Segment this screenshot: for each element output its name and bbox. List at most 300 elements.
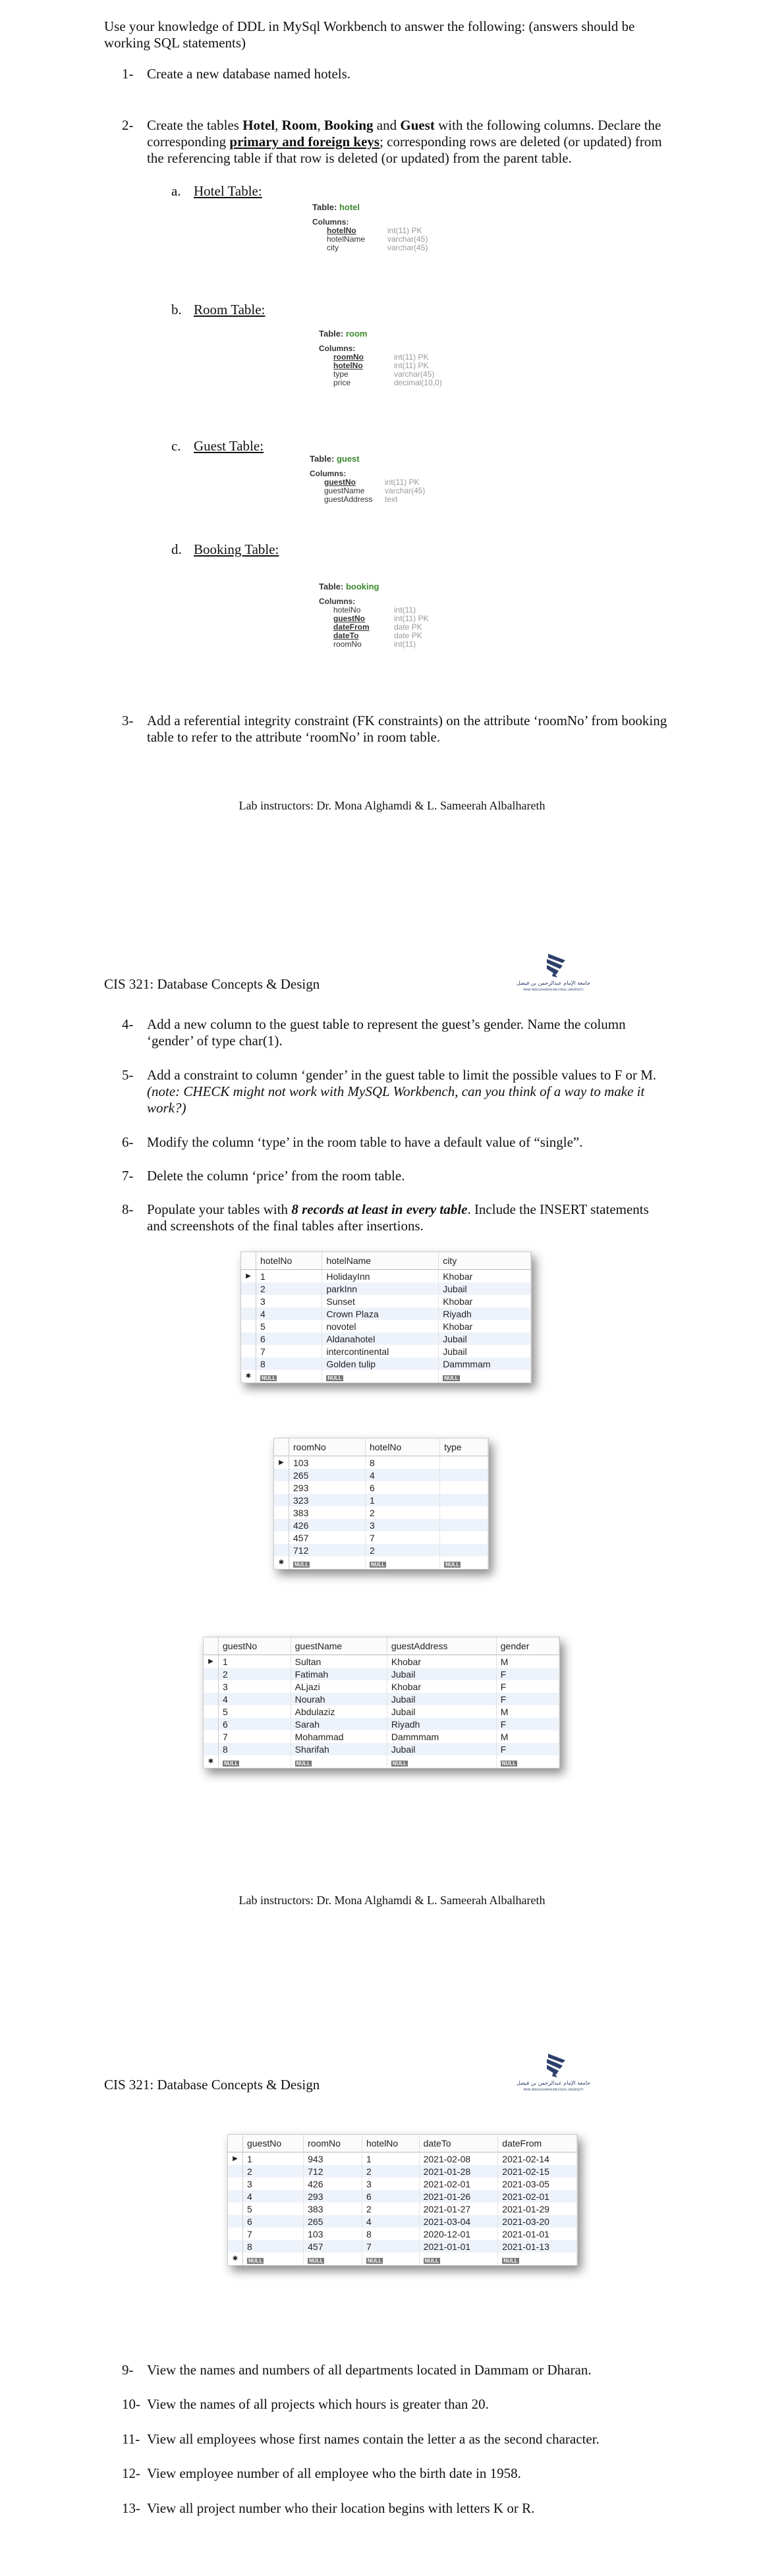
table-cell[interactable] <box>440 1494 488 1506</box>
table-cell[interactable]: 383 <box>289 1506 366 1519</box>
question-text: Add a constraint to column ‘gender’ in the guest table to limit the possible values to F or M. (note: CHECK might not work with MySQL Workbench, can you think of a way to make it work?) <box>147 1067 657 1116</box>
table-row[interactable] <box>241 1357 531 1370</box>
question-number: 1- <box>122 66 134 82</box>
table-cell[interactable]: F <box>496 1743 559 1755</box>
table-cell[interactable]: Khobar <box>439 1320 531 1332</box>
table-cell[interactable]: 103 <box>304 2228 362 2240</box>
table-cell[interactable]: 2 <box>365 1544 439 1556</box>
table-cell[interactable]: Khobar <box>387 1680 496 1693</box>
table-cell[interactable]: F <box>496 1680 559 1693</box>
schema-booking: Table: booking Columns: hotelNo int(11) guestNo int(11) PK dateFrom date PK dateTo date PK roomNo int(11) <box>319 582 429 649</box>
question-text: Add a new column to the guest table to represent the guest’s gender. Name the column ‘gender’ of type char(1). <box>147 1016 626 1049</box>
table-cell[interactable]: 3 <box>362 2178 419 2190</box>
question-5 <box>122 1067 669 1116</box>
footer-instructors: Lab instructors: Dr. Mona Alghamdi & L. Sameerah Albalhareth <box>238 799 546 812</box>
question-13 <box>122 2500 669 2517</box>
logo-text: جامعة الإمام عبدالرحمن بن فيصل <box>516 980 591 986</box>
current-row-arrow-icon: ▶ <box>204 1655 219 1668</box>
table-cell[interactable]: 712 <box>289 1544 366 1556</box>
row-marker <box>274 1544 289 1556</box>
column-header[interactable]: hotelNo <box>362 2135 419 2152</box>
row-marker <box>241 1357 256 1370</box>
null-badge: NULL <box>392 1760 407 1767</box>
grid-header-row <box>241 1252 531 1270</box>
table-row[interactable] <box>228 2203 577 2215</box>
table-cell[interactable]: F <box>496 1718 559 1730</box>
question-number: 3- <box>122 713 134 728</box>
new-row[interactable] <box>228 2253 577 2265</box>
question-number: 10- <box>122 2396 140 2412</box>
question-number: 12- <box>122 2465 140 2481</box>
table-row[interactable] <box>274 1544 488 1556</box>
table-cell[interactable] <box>440 1531 488 1544</box>
null-cell[interactable] <box>419 2253 498 2265</box>
table-cell[interactable] <box>440 1519 488 1531</box>
null-cell[interactable] <box>498 2253 577 2265</box>
table-cell[interactable]: F <box>496 1693 559 1705</box>
table-cell[interactable]: 2020-12-01 <box>419 2228 498 2240</box>
table-cell[interactable]: parkInn <box>322 1282 439 1295</box>
null-badge: NULL <box>262 1375 276 1381</box>
table-cell[interactable]: 2021-01-01 <box>419 2240 498 2253</box>
row-marker <box>274 1469 289 1481</box>
new-row[interactable] <box>274 1556 488 1569</box>
table-cell[interactable]: 6 <box>362 2190 419 2203</box>
table-cell[interactable]: 7 <box>256 1345 322 1357</box>
table-cell[interactable]: 7 <box>219 1730 291 1743</box>
current-row-arrow-icon: ▶ <box>228 2152 243 2166</box>
table-cell[interactable]: Mohammad <box>291 1730 387 1743</box>
new-row-star-icon: ✱ <box>228 2253 243 2265</box>
column-header[interactable]: gender <box>496 1637 559 1655</box>
question-4 <box>122 1016 669 1049</box>
question-number: 6- <box>122 1134 134 1150</box>
row-marker <box>204 1718 219 1730</box>
table-cell[interactable]: 7 <box>362 2240 419 2253</box>
table-cell[interactable]: Crown Plaza <box>322 1307 439 1320</box>
current-row-arrow-icon: ▶ <box>241 1270 256 1283</box>
row-marker <box>204 1693 219 1705</box>
null-cell[interactable] <box>362 2253 419 2265</box>
table-cell[interactable]: 103 <box>289 1456 366 1469</box>
null-badge: NULL <box>501 1760 517 1767</box>
table-row[interactable] <box>241 1320 531 1332</box>
column-header[interactable]: hotelNo <box>365 1439 439 1456</box>
table-cell[interactable]: Jubail <box>387 1668 496 1680</box>
table-cell[interactable]: 1 <box>362 2152 419 2166</box>
question-text: View all employees whose first names contain the letter a as the second character. <box>147 2431 600 2447</box>
table-cell[interactable]: Sharifah <box>291 1743 387 1755</box>
table-cell[interactable]: 6 <box>243 2215 304 2228</box>
row-marker <box>241 1320 256 1332</box>
table-cell[interactable]: 323 <box>289 1494 366 1506</box>
table-cell[interactable]: Abdulaziz <box>291 1705 387 1718</box>
table-cell[interactable]: novotel <box>322 1320 439 1332</box>
table-cell[interactable]: 4 <box>219 1693 291 1705</box>
table-row[interactable] <box>274 1456 488 1469</box>
sub-item-room: b. Room Table: <box>171 302 266 317</box>
row-marker <box>228 2215 243 2228</box>
table-row[interactable] <box>241 1345 531 1357</box>
question-number: 11- <box>122 2431 140 2447</box>
table-cell[interactable]: 712 <box>304 2165 362 2178</box>
column-header[interactable]: dateFrom <box>498 2135 577 2152</box>
table-row[interactable] <box>204 1705 559 1718</box>
table-cell[interactable]: 3 <box>243 2178 304 2190</box>
grid-header-row <box>228 2135 577 2152</box>
null-cell[interactable] <box>365 1556 439 1569</box>
row-marker <box>228 2190 243 2203</box>
table-cell[interactable]: 1 <box>243 2152 304 2166</box>
table-cell[interactable]: 2021-02-08 <box>419 2152 498 2166</box>
table-cell[interactable]: M <box>496 1705 559 1718</box>
table-cell[interactable]: 1 <box>256 1270 322 1283</box>
question-9 <box>122 2362 669 2378</box>
table-cell[interactable]: 2021-03-04 <box>419 2215 498 2228</box>
table-row[interactable] <box>274 1481 488 1494</box>
row-marker <box>274 1481 289 1494</box>
question-12 <box>122 2465 669 2482</box>
question-text: View all project number who their location begins with letters K or R. <box>147 2500 535 2516</box>
logo-text: جامعة الإمام عبدالرحمن بن فيصل <box>516 2080 591 2086</box>
table-cell[interactable]: Aldanahotel <box>322 1332 439 1345</box>
table-row[interactable] <box>228 2178 577 2190</box>
table-cell[interactable]: 8 <box>256 1357 322 1370</box>
null-badge: NULL <box>367 2257 382 2264</box>
column-header[interactable]: type <box>440 1439 488 1456</box>
table-cell[interactable] <box>440 1469 488 1481</box>
row-marker <box>241 1282 256 1295</box>
table-cell[interactable]: 2021-03-20 <box>498 2215 577 2228</box>
question-11 <box>122 2431 669 2448</box>
null-badge: NULL <box>296 1760 310 1767</box>
null-cell[interactable] <box>322 1370 439 1383</box>
table-cell[interactable]: 3 <box>365 1519 439 1531</box>
table-cell[interactable]: 293 <box>304 2190 362 2203</box>
row-marker <box>204 1705 219 1718</box>
university-logo <box>514 2048 593 2095</box>
question-number: 5- <box>122 1067 134 1083</box>
table-row[interactable] <box>204 1743 559 1755</box>
table-cell[interactable]: 6 <box>256 1332 322 1345</box>
table-cell[interactable]: 7 <box>243 2228 304 2240</box>
table-cell[interactable]: 2021-03-05 <box>498 2178 577 2190</box>
row-marker <box>241 1345 256 1357</box>
schema-guest: Table: guest Columns: guestNo int(11) PK guestName varchar(45) guestAddress text <box>310 454 426 504</box>
table-cell[interactable]: Sunset <box>322 1295 439 1307</box>
row-marker <box>274 1506 289 1519</box>
row-marker <box>228 2240 243 2253</box>
table-row[interactable] <box>204 1730 559 1743</box>
question-text: Delete the column ‘price’ from the room table. <box>147 1168 405 1184</box>
table-cell[interactable]: Khobar <box>387 1655 496 1668</box>
table-cell[interactable]: Dammmam <box>387 1730 496 1743</box>
table-cell[interactable]: 2 <box>362 2165 419 2178</box>
question-number: 4- <box>122 1016 134 1032</box>
null-badge: NULL <box>327 1375 342 1381</box>
question-8 <box>122 1201 669 1234</box>
question-6 <box>122 1134 669 1151</box>
table-cell[interactable]: 426 <box>304 2178 362 2190</box>
null-badge: NULL <box>224 1760 238 1767</box>
table-cell[interactable]: 457 <box>289 1531 366 1544</box>
row-marker <box>241 1295 256 1307</box>
table-cell[interactable]: Dammmam <box>439 1357 531 1370</box>
table-cell[interactable]: Golden tulip <box>322 1357 439 1370</box>
column-header[interactable]: hotelName <box>322 1252 439 1270</box>
table-cell[interactable]: 8 <box>243 2240 304 2253</box>
table-cell[interactable]: 5 <box>243 2203 304 2215</box>
table-cell[interactable]: 8 <box>362 2228 419 2240</box>
column-header[interactable]: guestAddress <box>387 1637 496 1655</box>
table-row[interactable] <box>228 2215 577 2228</box>
footer-instructors: Lab instructors: Dr. Mona Alghamdi & L. Sameerah Albalhareth <box>238 1894 546 1907</box>
null-badge: NULL <box>424 2257 439 2264</box>
table-row[interactable] <box>204 1655 559 1668</box>
table-cell[interactable] <box>440 1544 488 1556</box>
table-row[interactable] <box>274 1506 488 1519</box>
table-row[interactable] <box>228 2228 577 2240</box>
grid-header-row <box>204 1637 559 1655</box>
table-cell[interactable]: Jubail <box>439 1332 531 1345</box>
new-row-star-icon: ✱ <box>241 1370 256 1383</box>
table-cell[interactable]: 3 <box>219 1680 291 1693</box>
question-text: View employee number of all employee who the birth date in 1958. <box>147 2465 521 2481</box>
sub-item-booking: d. Booking Table: <box>171 541 279 557</box>
question-text: View the names and numbers of all departments located in Dammam or Dharan. <box>147 2362 592 2378</box>
row-marker <box>228 2228 243 2240</box>
table-cell[interactable]: 2 <box>243 2165 304 2178</box>
table-cell[interactable]: 457 <box>304 2240 362 2253</box>
table-cell[interactable] <box>440 1506 488 1519</box>
schema-hotel: Table: hotel Columns: hotelNo int(11) PK hotelName varchar(45) city varchar(45) <box>312 202 428 252</box>
table-cell[interactable]: HolidayInn <box>322 1270 439 1283</box>
table-row[interactable] <box>241 1282 531 1295</box>
null-cell[interactable] <box>496 1755 559 1768</box>
table-cell[interactable] <box>440 1481 488 1494</box>
table-cell[interactable]: 5 <box>256 1320 322 1332</box>
table-row[interactable] <box>204 1718 559 1730</box>
question-number: 2- <box>122 117 134 133</box>
table-row[interactable] <box>274 1494 488 1506</box>
row-marker <box>228 2165 243 2178</box>
table-cell[interactable]: Sarah <box>291 1718 387 1730</box>
table-row[interactable] <box>274 1531 488 1544</box>
question-text: Populate your tables with 8 records at least in every table. Include the INSERT statements and screenshots of the final tables after insertions. <box>147 1201 649 1234</box>
question-10 <box>122 2396 669 2413</box>
table-cell[interactable]: 7 <box>365 1531 439 1544</box>
table-cell[interactable]: Jubail <box>387 1743 496 1755</box>
table-cell[interactable]: 2021-02-14 <box>498 2152 577 2166</box>
new-row[interactable] <box>204 1755 559 1768</box>
table-cell[interactable]: Sultan <box>291 1655 387 1668</box>
null-cell[interactable] <box>289 1556 366 1569</box>
guest-result-grid <box>203 1637 560 1768</box>
table-row[interactable] <box>274 1519 488 1531</box>
null-cell[interactable] <box>439 1370 531 1383</box>
intro-text: Use your knowledge of DDL in MySql Workbench to answer the following: (answers should be working SQL statements) <box>104 18 635 51</box>
table-cell[interactable]: Jubail <box>387 1705 496 1718</box>
table-cell[interactable]: F <box>496 1668 559 1680</box>
null-badge: NULL <box>248 2257 263 2264</box>
question-text: Modify the column ‘type’ in the room table to have a default value of “single”. <box>147 1134 583 1150</box>
table-cell[interactable]: 2021-02-15 <box>498 2165 577 2178</box>
table-cell[interactable]: 1 <box>365 1494 439 1506</box>
row-marker <box>274 1531 289 1544</box>
row-marker <box>228 2178 243 2190</box>
new-row-star-icon: ✱ <box>274 1556 289 1569</box>
column-header[interactable]: hotelNo <box>256 1252 322 1270</box>
column-header[interactable]: roomNo <box>289 1439 366 1456</box>
row-marker <box>204 1730 219 1743</box>
table-cell[interactable]: 293 <box>289 1481 366 1494</box>
table-cell[interactable]: Riyadh <box>439 1307 531 1320</box>
question-2 <box>122 117 669 167</box>
logo-subtext: IMAM ABDULRAHMAN BIN FAISAL UNIVERSITY <box>523 988 584 991</box>
table-cell[interactable]: 265 <box>289 1469 366 1481</box>
hotel-result-grid <box>240 1251 532 1383</box>
question-number: 8- <box>122 1201 134 1217</box>
course-title: CIS 321: Database Concepts & Design <box>104 2077 320 2093</box>
table-cell[interactable]: 2021-02-01 <box>498 2190 577 2203</box>
table-cell[interactable]: 8 <box>365 1456 439 1469</box>
question-number: 13- <box>122 2500 140 2516</box>
row-marker <box>204 1680 219 1693</box>
column-header[interactable]: city <box>439 1252 531 1270</box>
null-badge: NULL <box>294 1561 309 1568</box>
table-row[interactable] <box>274 1469 488 1481</box>
new-row[interactable] <box>241 1370 531 1383</box>
null-cell[interactable] <box>219 1755 291 1768</box>
table-cell[interactable]: Jubail <box>387 1693 496 1705</box>
logo-subtext: IMAM ABDULRAHMAN BIN FAISAL UNIVERSITY <box>523 2088 584 2091</box>
row-marker <box>274 1494 289 1506</box>
table-row[interactable] <box>228 2165 577 2178</box>
row-marker <box>204 1668 219 1680</box>
current-row-arrow-icon: ▶ <box>274 1456 289 1469</box>
null-cell[interactable] <box>304 2253 362 2265</box>
table-cell[interactable]: Jubail <box>439 1282 531 1295</box>
column-header[interactable]: guestNo <box>219 1637 291 1655</box>
university-logo <box>514 948 593 995</box>
column-header[interactable]: dateTo <box>419 2135 498 2152</box>
table-row[interactable] <box>228 2152 577 2166</box>
table-cell[interactable]: 2021-01-29 <box>498 2203 577 2215</box>
table-cell[interactable]: 6 <box>365 1481 439 1494</box>
question-text: Create a new database named hotels. <box>147 66 351 82</box>
table-cell[interactable]: 383 <box>304 2203 362 2215</box>
null-badge: NULL <box>309 2257 323 2264</box>
question-text: Add a referential integrity constraint (FK constraints) on the attribute ‘roomNo’ from booking table to refer to the attribute ‘roomNo’ in room table. <box>147 713 667 745</box>
table-cell[interactable]: 2021-01-28 <box>419 2165 498 2178</box>
row-marker <box>241 1332 256 1345</box>
table-cell[interactable]: 2021-01-01 <box>498 2228 577 2240</box>
table-cell[interactable]: M <box>496 1730 559 1743</box>
table-cell[interactable]: 8 <box>219 1743 291 1755</box>
course-title: CIS 321: Database Concepts & Design <box>104 976 320 992</box>
table-row[interactable] <box>241 1307 531 1320</box>
null-badge: NULL <box>503 2257 518 2264</box>
table-cell[interactable]: 943 <box>304 2152 362 2166</box>
table-cell[interactable]: 3 <box>256 1295 322 1307</box>
table-cell[interactable]: Khobar <box>439 1295 531 1307</box>
table-cell[interactable]: 426 <box>289 1519 366 1531</box>
grid-header-row <box>274 1439 488 1456</box>
question-3 <box>122 713 669 746</box>
table-cell[interactable]: 2021-01-27 <box>419 2203 498 2215</box>
table-cell[interactable]: 4 <box>362 2215 419 2228</box>
column-header[interactable]: guestName <box>291 1637 387 1655</box>
table-row[interactable] <box>204 1668 559 1680</box>
table-cell[interactable]: 2021-01-26 <box>419 2190 498 2203</box>
table-cell[interactable]: intercontinental <box>322 1345 439 1357</box>
null-badge: NULL <box>444 1375 459 1381</box>
table-cell[interactable]: Fatimah <box>291 1668 387 1680</box>
table-cell[interactable]: M <box>496 1655 559 1668</box>
table-cell[interactable]: 2 <box>365 1506 439 1519</box>
table-cell[interactable]: Khobar <box>439 1270 531 1283</box>
room-result-grid <box>273 1438 489 1570</box>
table-cell[interactable]: 2021-01-13 <box>498 2240 577 2253</box>
question-number: 9- <box>122 2362 134 2378</box>
table-row[interactable] <box>241 1270 531 1283</box>
sub-item-guest: c. Guest Table: <box>171 438 264 454</box>
table-row[interactable] <box>241 1295 531 1307</box>
table-cell[interactable]: 2 <box>256 1282 322 1295</box>
table-row[interactable] <box>228 2190 577 2203</box>
null-cell[interactable] <box>243 2253 304 2265</box>
table-row[interactable] <box>204 1680 559 1693</box>
table-cell[interactable]: Nourah <box>291 1693 387 1705</box>
row-marker <box>274 1519 289 1531</box>
null-cell[interactable] <box>256 1370 322 1383</box>
table-cell[interactable]: 4 <box>243 2190 304 2203</box>
table-cell[interactable]: 5 <box>219 1705 291 1718</box>
sub-item-hotel: a. Hotel Table: <box>171 183 262 199</box>
table-cell[interactable]: 2021-02-01 <box>419 2178 498 2190</box>
table-cell[interactable]: 265 <box>304 2215 362 2228</box>
table-cell[interactable]: 4 <box>365 1469 439 1481</box>
table-cell[interactable]: 2 <box>362 2203 419 2215</box>
table-cell[interactable]: 4 <box>256 1307 322 1320</box>
row-marker <box>204 1743 219 1755</box>
null-cell[interactable] <box>440 1556 488 1569</box>
column-header[interactable]: guestNo <box>243 2135 304 2152</box>
null-cell[interactable] <box>387 1755 496 1768</box>
table-cell[interactable]: Riyadh <box>387 1718 496 1730</box>
row-marker <box>228 2203 243 2215</box>
column-header[interactable]: roomNo <box>304 2135 362 2152</box>
schema-room: Table: room Columns: roomNo int(11) PK hotelNo int(11) PK type varchar(45) price decimal(10,0) <box>319 329 442 387</box>
null-badge: NULL <box>445 1561 460 1568</box>
null-badge: NULL <box>370 1561 385 1568</box>
row-marker <box>241 1307 256 1320</box>
table-cell[interactable] <box>440 1456 488 1469</box>
table-row[interactable] <box>241 1332 531 1345</box>
booking-result-grid <box>227 2134 578 2266</box>
table-row[interactable] <box>204 1693 559 1705</box>
null-cell[interactable] <box>291 1755 387 1768</box>
table-cell[interactable]: 6 <box>219 1718 291 1730</box>
question-text: View the names of all projects which hours is greater than 20. <box>147 2396 489 2412</box>
question-number: 7- <box>122 1168 134 1184</box>
question-text: Create the tables Hotel, Room, Booking and Guest with the following columns. Declare the corresponding primary and foreign keys; corresponding rows are deleted (or updated) from the referencing table if that row is deleted (or updated) from the parent table. <box>147 117 662 166</box>
table-cell[interactable]: 1 <box>219 1655 291 1668</box>
table-cell[interactable]: 2 <box>219 1668 291 1680</box>
table-row[interactable] <box>228 2240 577 2253</box>
table-cell[interactable]: Jubail <box>439 1345 531 1357</box>
table-cell[interactable]: ALjazi <box>291 1680 387 1693</box>
